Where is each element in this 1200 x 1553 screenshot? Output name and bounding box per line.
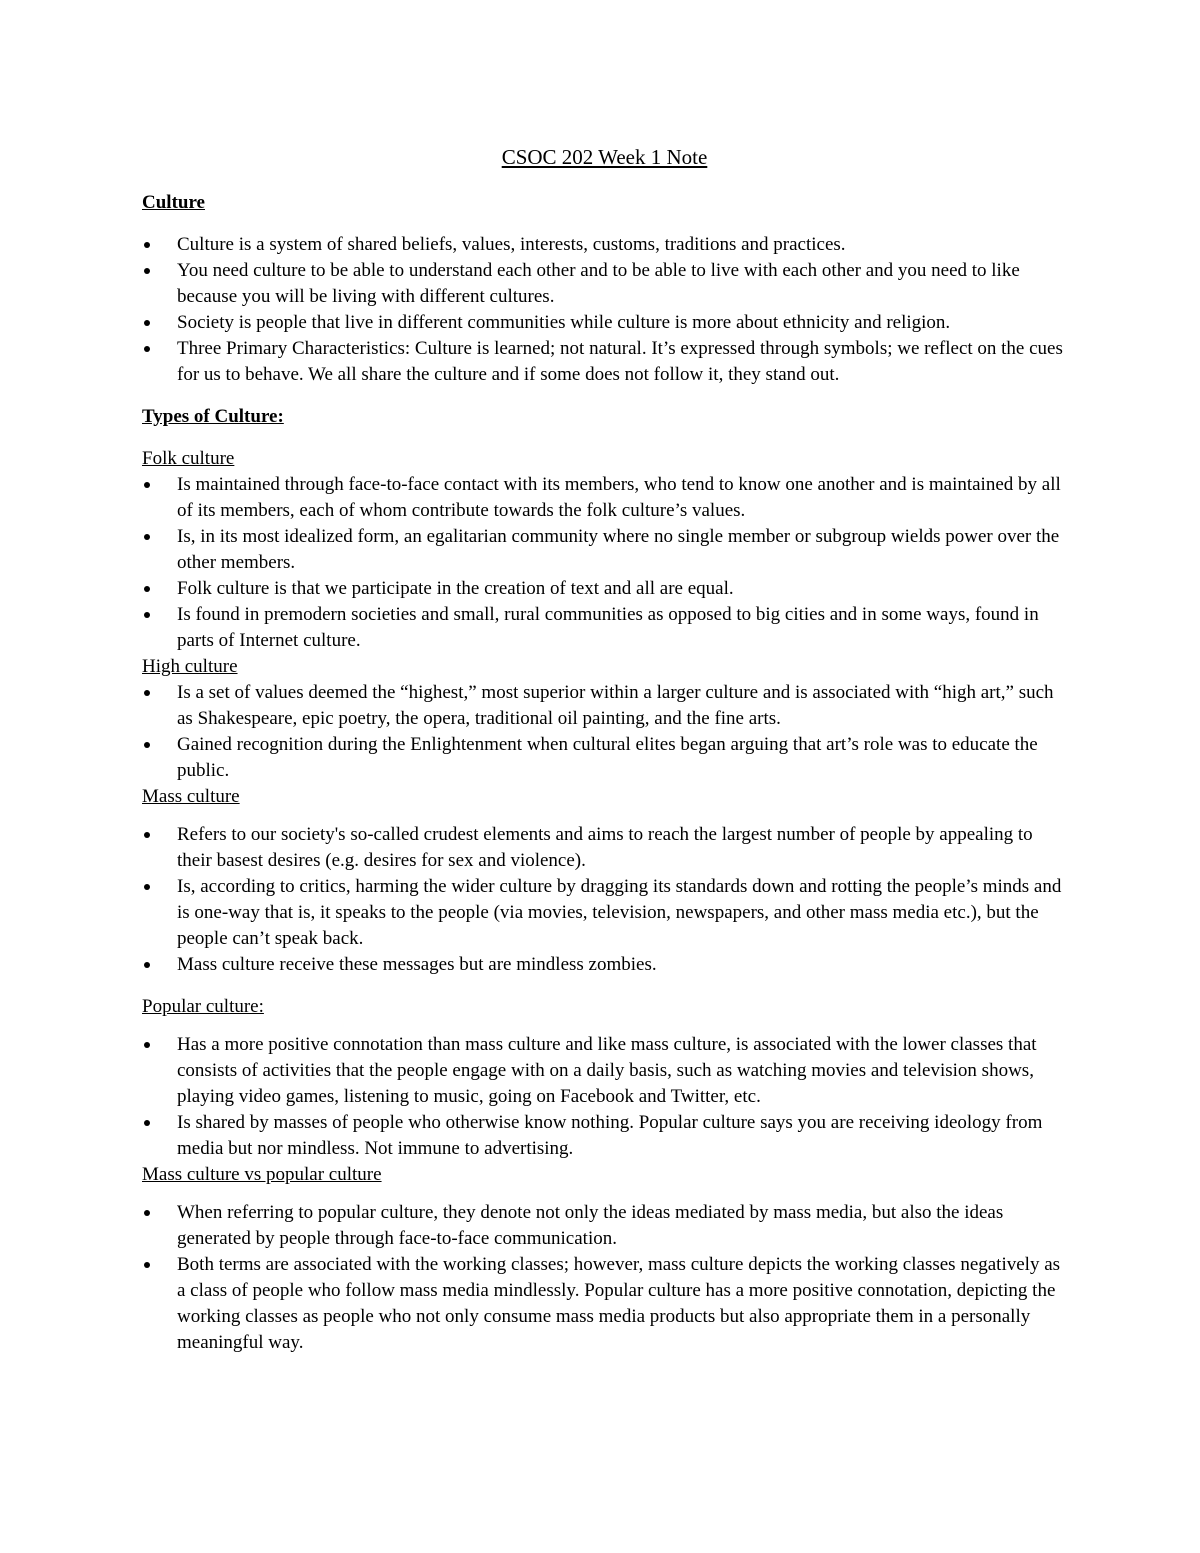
heading-mass-culture: Mass culture [142, 786, 240, 807]
heading-types-of-culture: Types of Culture: [142, 406, 284, 427]
list-item: Both terms are associated with the working classes; however, mass culture depicts the working classes negatively as a class of people who follow mass media mindlessly. Popular culture has a more positive connotation, depicting the working classes as people who not only consume mass media products but also appropriate them in a personally meaningful way. [142, 1252, 1067, 1356]
heading-high-culture: High culture [142, 656, 238, 677]
list-high-culture [142, 680, 1067, 784]
list-popular-culture [142, 1032, 1067, 1162]
list-mass-culture [142, 822, 1067, 978]
heading-popular-culture: Popular culture: [142, 996, 264, 1017]
list-item: Is a set of values deemed the “highest,” most superior within a larger culture and is associated with “high art,” such as Shakespeare, epic poetry, the opera, traditional oil painting, and the fine arts. [142, 680, 1067, 732]
list-mass-vs-popular [142, 1200, 1067, 1356]
list-item: Gained recognition during the Enlightenment when cultural elites began arguing that art’s role was to educate the public. [142, 732, 1067, 784]
document-page [142, 140, 1067, 1356]
list-item: Is, in its most idealized form, an egalitarian community where no single member or subgroup wields power over the other members. [142, 524, 1067, 576]
heading-culture: Culture [142, 192, 205, 213]
list-item: Has a more positive connotation than mass culture and like mass culture, is associated with the lower classes that consists of activities that the people engage with on a daily basis, such as watching movies and television shows, playing video games, listening to music, going on Facebook and Twitter, etc. [142, 1032, 1067, 1110]
list-item: Society is people that live in different communities while culture is more about ethnicity and religion. [142, 310, 1067, 336]
document-title: CSOC 202 Week 1 Note [501, 145, 708, 169]
list-item: Culture is a system of shared beliefs, values, interests, customs, traditions and practices. [142, 232, 1067, 258]
heading-mass-vs-popular: Mass culture vs popular culture [142, 1164, 382, 1185]
list-culture [142, 232, 1067, 388]
list-folk-culture [142, 472, 1067, 654]
list-item: When referring to popular culture, they denote not only the ideas mediated by mass media, but also the ideas generated by people through face-to-face communication. [142, 1200, 1067, 1252]
list-item: Three Primary Characteristics: Culture is learned; not natural. It’s expressed through symbols; we reflect on the cues for us to behave. We all share the culture and if some does not follow it, they stand out. [142, 336, 1067, 388]
list-item: Is maintained through face-to-face contact with its members, who tend to know one another and is maintained by all of its members, each of whom contribute towards the folk culture’s values. [142, 472, 1067, 524]
list-item: Is shared by masses of people who otherwise know nothing. Popular culture says you are receiving ideology from media but nor mindless. Not immune to advertising. [142, 1110, 1067, 1162]
list-item: Mass culture receive these messages but are mindless zombies. [142, 952, 1067, 978]
list-item: Is found in premodern societies and small, rural communities as opposed to big cities and in some ways, found in parts of Internet culture. [142, 602, 1067, 654]
list-item: Refers to our society's so-called crudest elements and aims to reach the largest number of people by appealing to their basest desires (e.g. desires for sex and violence). [142, 822, 1067, 874]
heading-folk-culture: Folk culture [142, 448, 235, 469]
list-item: You need culture to be able to understand each other and to be able to live with each other and you need to like because you will be living with different cultures. [142, 258, 1067, 310]
list-item: Is, according to critics, harming the wider culture by dragging its standards down and rotting the people’s minds and is one-way that is, it speaks to the people (via movies, television, newspapers, and other mass media etc.), but the people can’t speak back. [142, 874, 1067, 952]
list-item: Folk culture is that we participate in the creation of text and all are equal. [142, 576, 1067, 602]
